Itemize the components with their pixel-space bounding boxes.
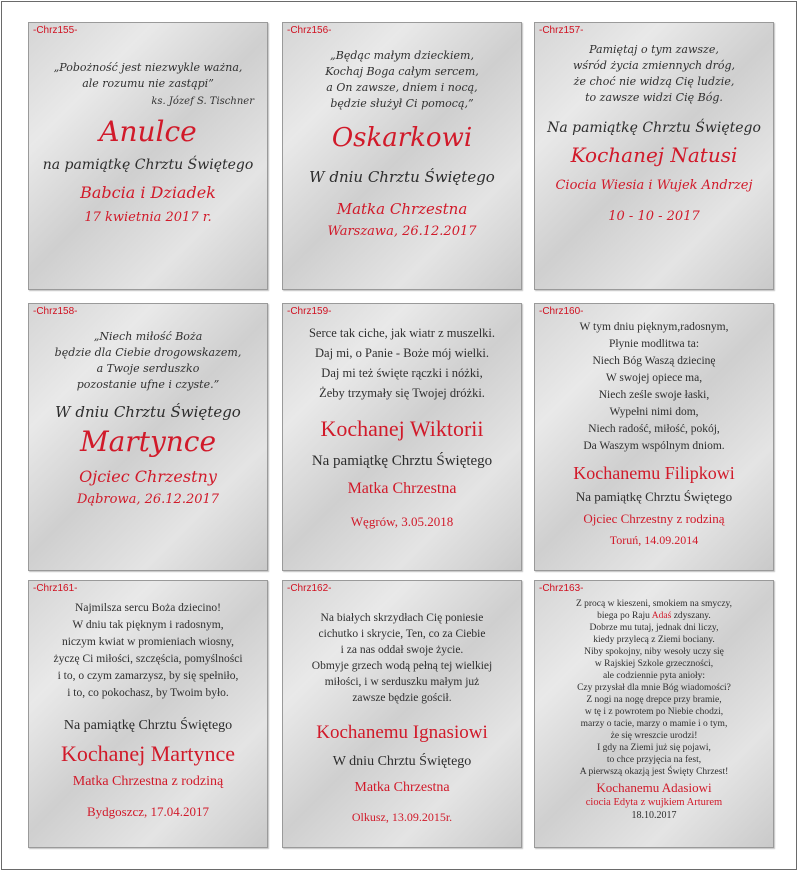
verse-line: Najmilsza sercu Boża dziecino!: [75, 602, 221, 614]
quote-line: to zawsze widzi Cię Bóg.: [585, 91, 723, 104]
verse-line: i to, o czym zamarzysz, by się spełniło,: [57, 670, 239, 682]
poem-line: [576, 670, 732, 682]
poem-line: [576, 610, 732, 622]
quote-line: Kochaj Boga całym sercem,: [325, 65, 479, 78]
poem-line: [576, 694, 732, 706]
poem-line: [576, 622, 732, 634]
poem-text: w tę i z powrotem po Niebie chodzi,: [584, 707, 724, 717]
poem-line: [576, 766, 732, 778]
dedication: W dniu Chrztu Świętego: [55, 403, 241, 421]
recipient-name: Kochanemu Ignasiowi: [316, 722, 488, 743]
verse-line: życzę Ci miłości, szczęścia, pomyślności: [53, 653, 243, 665]
verse-line: Daj mi, o Panie - Boże mój wielki.: [315, 346, 489, 360]
poem-line: [576, 646, 732, 658]
plate-chrz156[interactable]: [282, 22, 522, 290]
quote-line: „Pobożność jest niezwykle ważna,: [53, 61, 243, 74]
plate-chrz162[interactable]: [282, 580, 522, 848]
recipient-name: Kochanej Martynce: [60, 741, 236, 766]
quote-line: że choć nie widzą Cię ludzie,: [573, 75, 735, 88]
dedication: Na pamiątkę Chrztu Świętego: [311, 453, 493, 469]
poem-line: [576, 718, 732, 730]
date-line: Węgrów, 3.05.2018: [350, 514, 454, 529]
poem-line: [576, 754, 732, 766]
date-line: Olkusz, 13.09.2015r.: [351, 810, 453, 824]
poem-line: [576, 742, 732, 754]
from-line: Ojciec Chrzestny: [79, 467, 217, 486]
recipient-name: Kochanemu Adasiowi: [596, 780, 712, 795]
date-line: 18.10.2017: [631, 810, 677, 821]
verse-line: Niech radość, miłość, pokój,: [588, 423, 720, 435]
from-line: ciocia Edyta z wujkiem Arturem: [585, 797, 723, 808]
poem: [576, 598, 732, 778]
recipient-name: Oskarkowi: [331, 123, 473, 153]
dedication: na pamiątkę Chrztu Świętego: [42, 157, 254, 173]
dedication: W dniu Chrztu Świętego: [332, 754, 472, 769]
poem-text: marzy o tacie, marzy o mamie i o tym,: [580, 719, 728, 729]
from-line: Matka Chrzestna z rodziną: [72, 774, 224, 789]
poem-text: Czy przysłał dla mnie Bóg wiadomości?: [577, 683, 731, 693]
verse-line: niczym kwiat w promieniach wiosny,: [61, 636, 235, 648]
poem-text: zdyszany.: [671, 611, 711, 621]
plate-code: -Chrz156-: [287, 25, 332, 36]
poem-line: [576, 658, 732, 670]
recipient-name: Kochanemu Filipkowi: [573, 463, 735, 483]
recipient-name: Kochanej Wiktorii: [320, 416, 484, 441]
poem-line: [576, 682, 732, 694]
quote-line: „Niech miłość Boża: [93, 330, 203, 343]
quote-line: Pamiętaj o tym zawsze,: [589, 43, 719, 56]
from-line: Ciocia Wiesia i Wujek Andrzej: [555, 178, 753, 193]
plate-code: -Chrz163-: [539, 583, 584, 594]
quote-line: pozostanie ufne i czyste.”: [76, 378, 220, 391]
poem-text: ale codziennie pyta anioły:: [602, 671, 706, 681]
poem-text: to chce przyjęcia na fest,: [606, 755, 702, 765]
verse-line: Żeby trzymały się Twojej dróżki.: [319, 386, 485, 400]
plate-chrz158[interactable]: [28, 303, 268, 571]
verse-line: Niech Bóg Waszą dziecinę: [592, 355, 716, 367]
verse-line: cichutko i skrycie, Ten, co za Ciebie: [318, 628, 486, 640]
plate-code: -Chrz158-: [33, 306, 78, 317]
dedication: Na pamiątkę Chrztu Świętego: [575, 489, 733, 504]
poem-text: biega po Raju: [597, 611, 652, 621]
plate-code: -Chrz161-: [33, 583, 78, 594]
date-line: 17 kwietnia 2017 r.: [84, 210, 212, 225]
verse-line: Płynie modlitwa ta:: [608, 338, 700, 350]
verse-line: Na białych skrzydłach Cię poniesie: [320, 612, 484, 624]
poem-text: że się wreszcie urodzi!: [610, 731, 698, 741]
poem-text: Z procą w kieszeni, smokiem na smyczy,: [575, 599, 733, 609]
poem-text: Dobrze mu tutaj, jednak dni liczy,: [589, 623, 719, 633]
poem-line: [576, 730, 732, 742]
verse-line: Da Waszym wspólnym dniom.: [583, 440, 725, 452]
from-line: Matka Chrzestna: [347, 480, 457, 497]
quote-line: a Twoje serduszko: [96, 362, 200, 375]
quote-line: wśród życia zmiennych dróg,: [572, 59, 736, 72]
poem-text: kiedy przylecą z Ziemi bociany.: [593, 635, 715, 645]
verse-line: W swojej opiece ma,: [605, 372, 703, 384]
verse-line: miłości, i w serduszku małym już: [324, 676, 480, 688]
from-line: Ojciec Chrzestny z rodziną: [583, 511, 725, 526]
plate-code: -Chrz159-: [287, 306, 332, 317]
quote-line: będzie dla Ciebie drogowskazem,: [54, 346, 242, 359]
poem-text: w Rajskiej Szkole grzeczności,: [594, 659, 714, 669]
plate-code: -Chrz160-: [539, 306, 584, 317]
dedication: W dniu Chrztu Świętego: [309, 168, 495, 186]
date-line: 10 - 10 - 2017: [608, 209, 700, 224]
plate-chrz161[interactable]: [28, 580, 268, 848]
plate-chrz159[interactable]: [282, 303, 522, 571]
from-line: Matka Chrzestna: [354, 780, 450, 795]
verse-line: W tym dniu pięknym,radosnym,: [579, 321, 729, 333]
quote-line: będzie służył Ci pomocą,”: [330, 97, 474, 110]
plate-chrz160[interactable]: [534, 303, 774, 571]
date-line: Bydgoszcz, 17.04.2017: [86, 804, 210, 819]
date-line: Toruń, 14.09.2014: [609, 533, 699, 547]
poem-line: [576, 598, 732, 610]
plate-code: -Chrz157-: [539, 25, 584, 36]
date-line: Warszawa, 26.12.2017: [327, 224, 477, 239]
quote-line: „Będąc małym dzieckiem,: [330, 49, 474, 62]
verse-line: W dniu tak pięknym i radosnym,: [72, 619, 224, 631]
poem-name-highlight: Adaś: [651, 611, 672, 621]
poem-text: Z nogi na nogę drepce przy bramie,: [586, 695, 722, 705]
plate-chrz155[interactable]: [28, 22, 268, 290]
verse-line: i za nas oddał swoje życie.: [340, 644, 464, 656]
plate-chrz163[interactable]: [534, 580, 774, 848]
recipient-name: Martynce: [79, 425, 217, 458]
verse-line: Niech ześle swoje łaski,: [598, 389, 710, 401]
verse-line: zawsze będzie gościł.: [352, 692, 452, 704]
recipient-name: Anulce: [99, 115, 197, 148]
poem-text: I gdy na Ziemi już się pojawi,: [597, 743, 711, 753]
verse-line: i to, co pokochasz, by Twoim było.: [67, 687, 229, 699]
plate-chrz157[interactable]: [534, 22, 774, 290]
verse-line: Wypełni nimi dom,: [609, 406, 699, 418]
verse-line: Daj mi też święte rączki i nóżki,: [321, 366, 483, 380]
verse-line: Serce tak ciche, jak wiatr z muszelki.: [308, 326, 496, 340]
quote-line: ale rozumu nie zastąpi”: [82, 77, 214, 90]
recipient-name: Kochanej Natusi: [570, 143, 738, 167]
poem-line: [576, 706, 732, 718]
plate-code: -Chrz155-: [33, 25, 78, 36]
from-line: Matka Chrzestna: [336, 200, 468, 218]
quote-author: ks. Józef S. Tischner: [151, 96, 254, 107]
from-line: Babcia i Dziadek: [80, 183, 216, 202]
poem-text: Niby spokojny, niby wesoły uczy się: [584, 647, 724, 657]
quote-line: a On zawsze, dniem i nocą,: [326, 81, 478, 94]
dedication: Na pamiątkę Chrztu Świętego: [63, 718, 233, 733]
dedication: Na pamiątkę Chrztu Świętego: [547, 120, 761, 136]
date-line: Dąbrowa, 26.12.2017: [76, 492, 220, 507]
poem-text: A pierwszą okazją jest Święty Chrzest!: [579, 767, 729, 777]
verse-line: Obmyje grzech wodą pełną tej wielkiej: [311, 660, 493, 672]
poem-line: [576, 634, 732, 646]
plate-code: -Chrz162-: [287, 583, 332, 594]
